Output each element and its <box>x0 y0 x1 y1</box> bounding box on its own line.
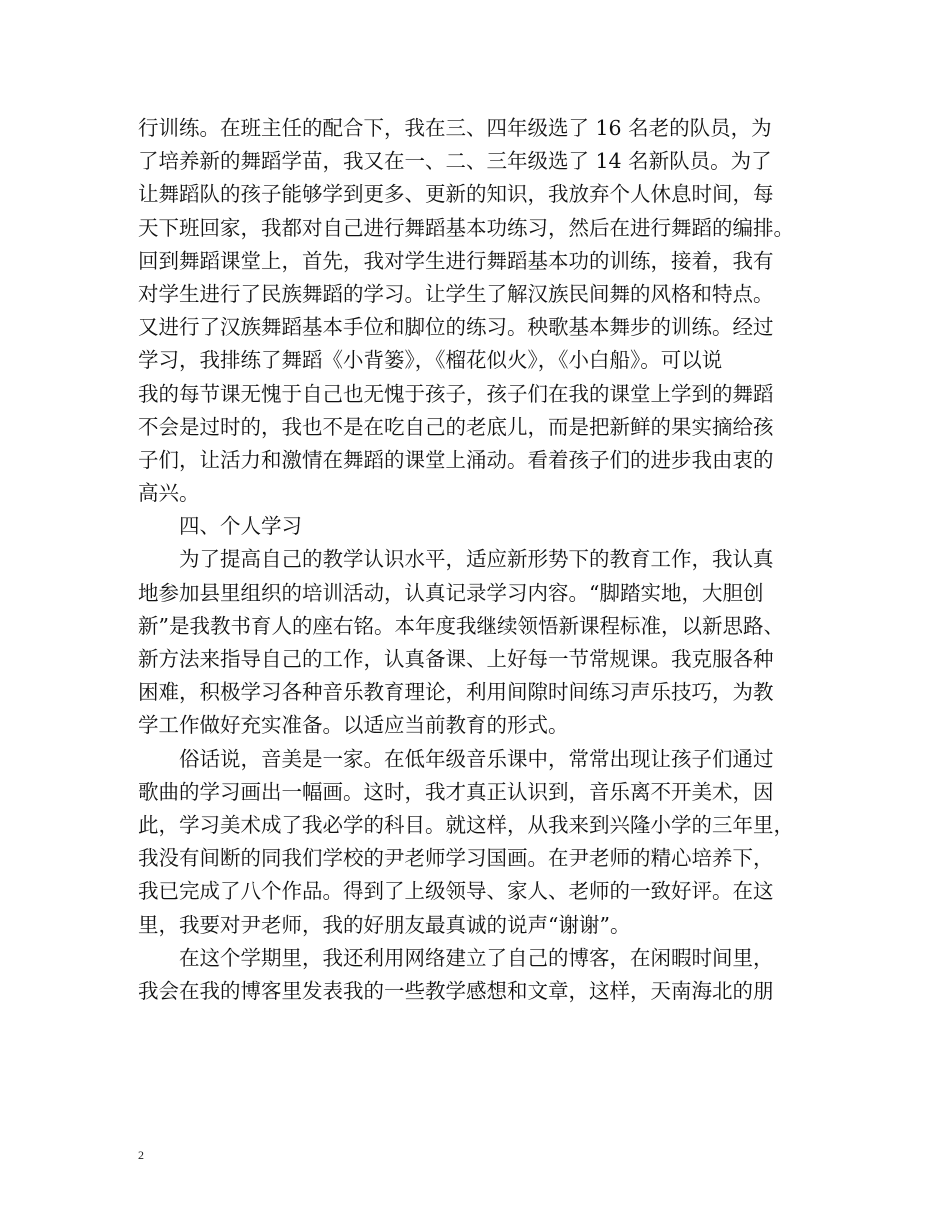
text-line: 我已完成了八个作品。得到了上级领导、家人、老师的一致好评。在这 <box>138 879 774 904</box>
text-line: 天下班回家，我都对自己进行舞蹈基本功练习，然后在进行舞蹈的编排。 <box>138 215 794 240</box>
text-line: 四、个人学习 <box>179 514 302 539</box>
text-line: 高兴。 <box>138 481 200 506</box>
text-line: 为了提高自己的教学认识水平，适应新形势下的教育工作，我认真 <box>179 547 774 572</box>
text-line: 不会是过时的，我也不是在吃自己的老底儿，而是把新鲜的果实摘给孩 <box>138 414 774 439</box>
text-line: 在这个学期里，我还利用网络建立了自己的博客，在闲暇时间里， <box>179 945 774 970</box>
text-line: 行训练。在班主任的配合下，我在三、四年级选了 16 名老的队员，为 <box>138 116 772 140</box>
text-line: 我会在我的博客里发表我的一些教学感想和文章，这样，天南海北的朋 <box>138 978 774 1003</box>
text-line: 里，我要对尹老师，我的好朋友最真诚的说声“谢谢”。 <box>138 912 631 937</box>
text-line: 困难，积极学习各种音乐教育理论，利用间隙时间练习声乐技巧，为教 <box>138 680 774 705</box>
text-line: 此，学习美术成了我必学的科目。就这样，从我来到兴隆小学的三年里， <box>138 812 794 837</box>
text-line: 歌曲的学习画出一幅画。这时，我才真正认识到，音乐离不开美术，因 <box>138 779 774 804</box>
text-line: 地参加县里组织的培训活动，认真记录学习内容。“脚踏实地，大胆创 <box>138 580 764 605</box>
text-line: 俗话说，音美是一家。在低年级音乐课中，常常出现让孩子们通过 <box>179 746 774 771</box>
body-text <box>138 112 828 1008</box>
text-line: 我没有间断的同我们学校的尹老师学习国画。在尹老师的精心培养下， <box>138 846 774 871</box>
text-line: 让舞蹈队的孩子能够学到更多、更新的知识，我放弃个人休息时间，每 <box>138 182 774 207</box>
text-line: 新”是我教书育人的座右铭。本年度我继续领悟新课程标准，以新思路、 <box>138 613 784 638</box>
text-line: 子们，让活力和激情在舞蹈的课堂上涌动。看着孩子们的进步我由衷的 <box>138 447 774 472</box>
text-line: 回到舞蹈课堂上，首先，我对学生进行舞蹈基本功的训练，接着，我有 <box>138 248 774 273</box>
text-line: 我的每节课无愧于自己也无愧于孩子，孩子们在我的课堂上学到的舞蹈 <box>138 381 774 406</box>
text-line: 又进行了汉族舞蹈基本手位和脚位的练习。秧歌基本舞步的训练。经过 <box>138 315 774 340</box>
text-line: 对学生进行了民族舞蹈的学习。让学生了解汉族民间舞的风格和特点。 <box>138 281 774 306</box>
text-line: 了培养新的舞蹈学苗，我又在一、二、三年级选了 14 名新队员。为了 <box>138 149 772 174</box>
text-line: 学工作做好充实准备。以适应当前教育的形式。 <box>138 713 569 738</box>
text-line: 新方法来指导自己的工作，认真备课、上好每一节常规课。我克服各种 <box>138 647 774 671</box>
text-line: 学习，我排练了舞蹈《小背篓》，《榴花似火》，《小白船》。可以说 <box>138 348 723 373</box>
page-number: 2 <box>138 1148 144 1162</box>
